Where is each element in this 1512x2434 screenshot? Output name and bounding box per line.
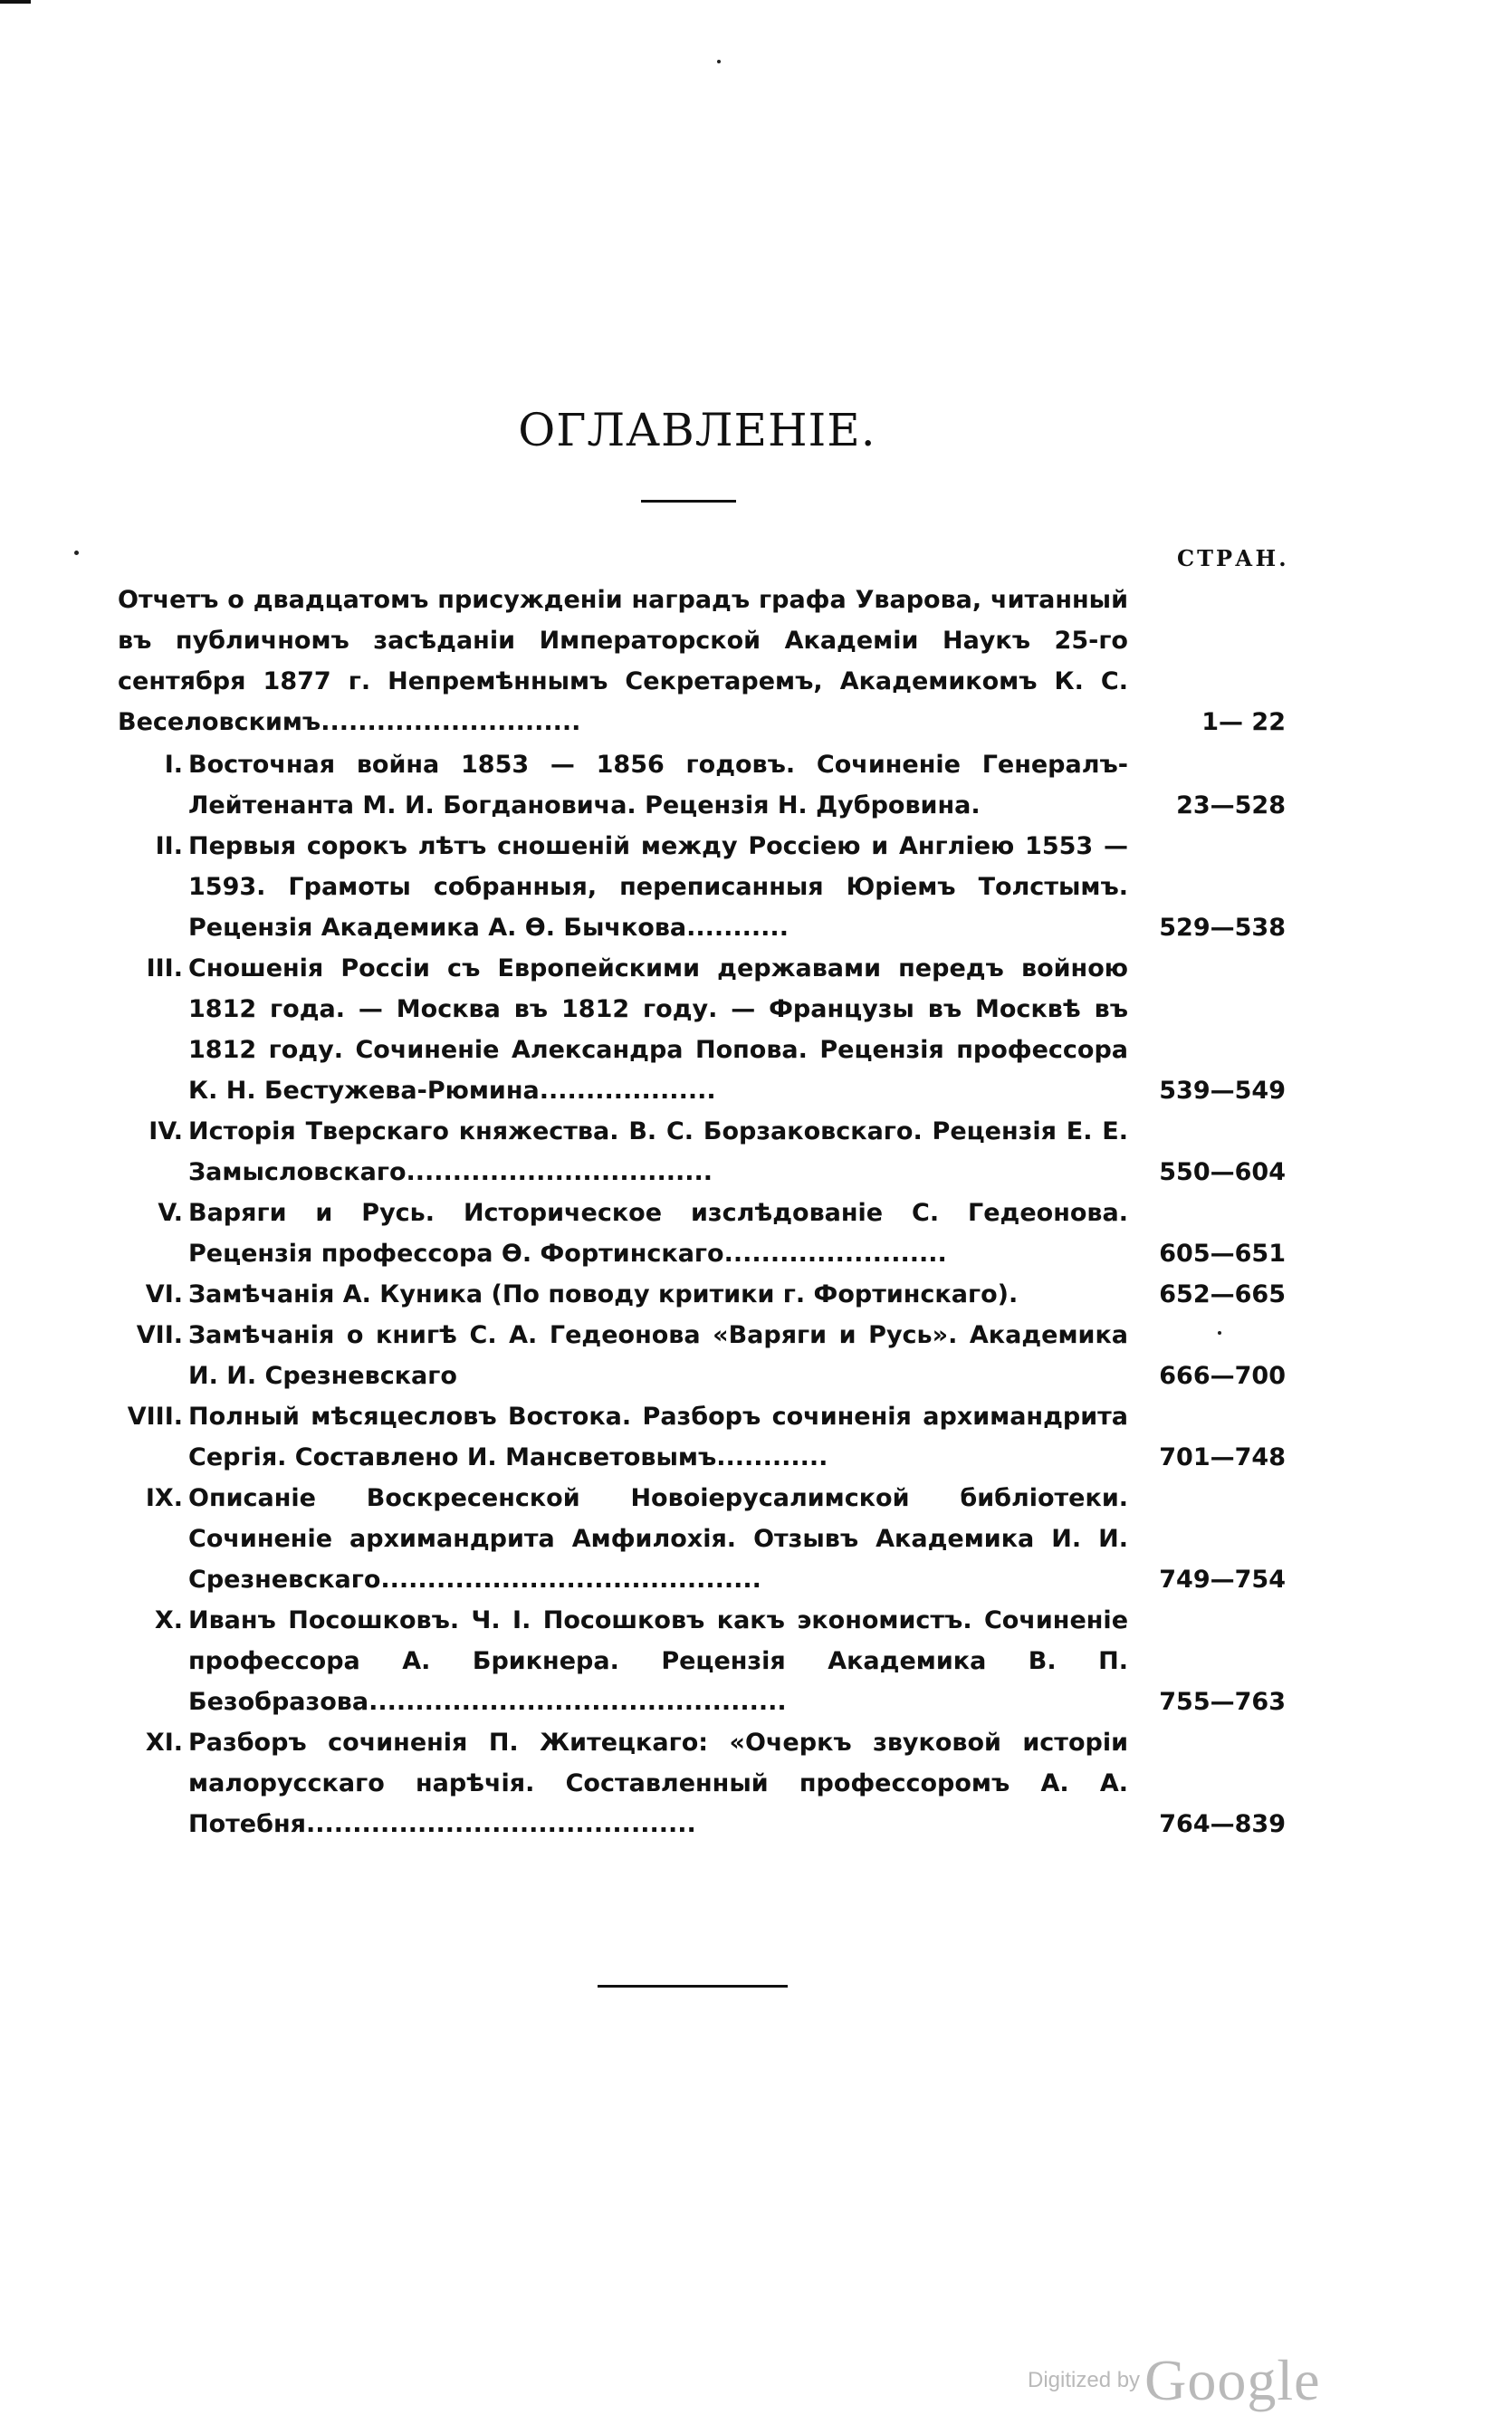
toc-entry-number: IX. (145, 1484, 183, 1512)
scan-corner-mark (0, 0, 31, 4)
toc-entry-pages: 605—651 (1159, 1240, 1286, 1268)
toc-entry-text: Иванъ Посошковъ. Ч. I. Посошковъ какъ экономистъ. Сочиненіе профессора А. Брикнера. Рецензія Академика В. П. Безобразова............................................. (188, 1606, 1128, 1716)
watermark-prefix: Digitized by (1028, 2368, 1141, 2392)
toc-entry-text: Разборъ сочиненія П. Житецкаго: «Очеркъ звуковой исторіи малорусскаго нарѣчія. Составленный профессоромъ А. А. Потебня.......................................... (188, 1729, 1128, 1838)
toc-entry-text: Замѣчанія А. Куника (По поводу критики г. Фортинскаго). (188, 1280, 1019, 1308)
toc-entry (118, 1600, 1286, 1722)
toc-entry-text: Первыя сорокъ лѣтъ сношеній между Россіею и Англіею 1553 — 1593. Грамоты собранныя, переписанныя Юріемъ Толстымъ. Рецензія Академика А. Ѳ. Бычкова........... (188, 832, 1128, 942)
toc-entry (118, 948, 1286, 1111)
toc-entry (118, 1193, 1286, 1274)
toc-entry-text: Варяги и Русь. Историческое изслѣдованіе С. Гедеонова. Рецензія профессора Ѳ. Фортинскаго........................ (188, 1199, 1128, 1268)
toc-entry-number: III. (146, 954, 183, 982)
toc-entry (118, 1722, 1286, 1845)
toc-entry (118, 1478, 1286, 1600)
dust-speck (74, 551, 79, 555)
toc-entry-number: I. (164, 751, 183, 779)
toc-entry-text: Отчетъ о двадцатомъ присужденіи наградъ графа Уварова, читанный въ публичномъ засѣданіи Императорской Академіи Наукъ 25-го сентября 1877 г. Непремѣннымъ Секретаремъ, Академикомъ К. С. Веселовскимъ............................ (118, 586, 1128, 736)
toc-entry-text: Исторія Тверскаго княжества. В. С. Борзаковскаго. Рецензія Е. Е. Замысловскаго................................. (188, 1117, 1128, 1186)
toc-entry-number: VIII. (127, 1403, 183, 1431)
toc-entry-pages: 652—665 (1159, 1280, 1286, 1308)
toc-entry (118, 1396, 1286, 1478)
toc-entry (118, 1274, 1286, 1315)
toc-entry-text: Восточная война 1853 — 1856 годовъ. Сочиненіе Генералъ-Лейтенанта М. И. Богдановича. Рецензія Н. Дубровина. (188, 751, 1128, 819)
toc-entry-pages: 755—763 (1159, 1688, 1286, 1716)
toc-entry-text: Описаніе Воскресенской Новоіерусалимской библіотеки. Сочиненіе архимандрита Амфилохія. Отзывъ Академика И. И. Срезневскаго......................................... (188, 1484, 1128, 1594)
toc-entry-pages: 539—549 (1159, 1077, 1286, 1105)
toc-entry-number: VI. (145, 1280, 183, 1308)
toc-entry-pages: 529—538 (1159, 914, 1286, 942)
toc-entry-pages: 550—604 (1159, 1158, 1286, 1186)
dust-speck (717, 60, 721, 63)
toc-entry-text: Замѣчанія о книгѣ С. А. Гедеонова «Варяги и Русь». Академика И. И. Срезневскаго (188, 1321, 1128, 1390)
toc-entry-intro (118, 580, 1286, 743)
toc-entry-pages: 749—754 (1159, 1566, 1286, 1594)
toc-entry (118, 826, 1286, 948)
watermark-brand: Google (1144, 2348, 1321, 2412)
toc-entry-number: V. (158, 1199, 183, 1227)
toc-entry (118, 1315, 1286, 1396)
toc-entry-text: Сношенія Россіи съ Европейскими державами передъ войною 1812 года. — Москва въ 1812 году. — Французы въ Москвѣ въ 1812 году. Сочиненіе Александра Попова. Рецензія профессора К. Н. Бестужева-Рюмина................... (188, 954, 1128, 1105)
toc-entry-pages: 701—748 (1159, 1443, 1286, 1471)
title-divider (641, 500, 736, 503)
toc-entry-text: Полный мѣсяцесловъ Востока. Разборъ сочиненія архимандрита Сергія. Составлено И. Мансветовымъ............ (188, 1403, 1128, 1471)
toc-entry-number: XI. (145, 1729, 183, 1757)
toc-entry-number: X. (154, 1606, 183, 1634)
pages-column-header: СТРАН. (1177, 545, 1289, 571)
toc-entry (118, 744, 1286, 826)
page-title: ОГЛАВЛЕНІЕ. (518, 403, 876, 456)
toc-entry-number: VII. (136, 1321, 183, 1349)
toc-entry (118, 1111, 1286, 1193)
toc-entry-pages: 666—700 (1159, 1362, 1286, 1390)
toc-entry-number: II. (155, 832, 183, 860)
toc-entry-pages: 23—528 (1176, 791, 1286, 819)
toc-entry-number: IV. (148, 1117, 183, 1145)
table-of-contents (118, 580, 1286, 1845)
toc-entry-pages: 764—839 (1159, 1810, 1286, 1838)
digitized-watermark (1028, 2347, 1321, 2414)
toc-entry-pages: 1— 22 (1201, 708, 1286, 736)
end-divider (598, 1985, 788, 1988)
